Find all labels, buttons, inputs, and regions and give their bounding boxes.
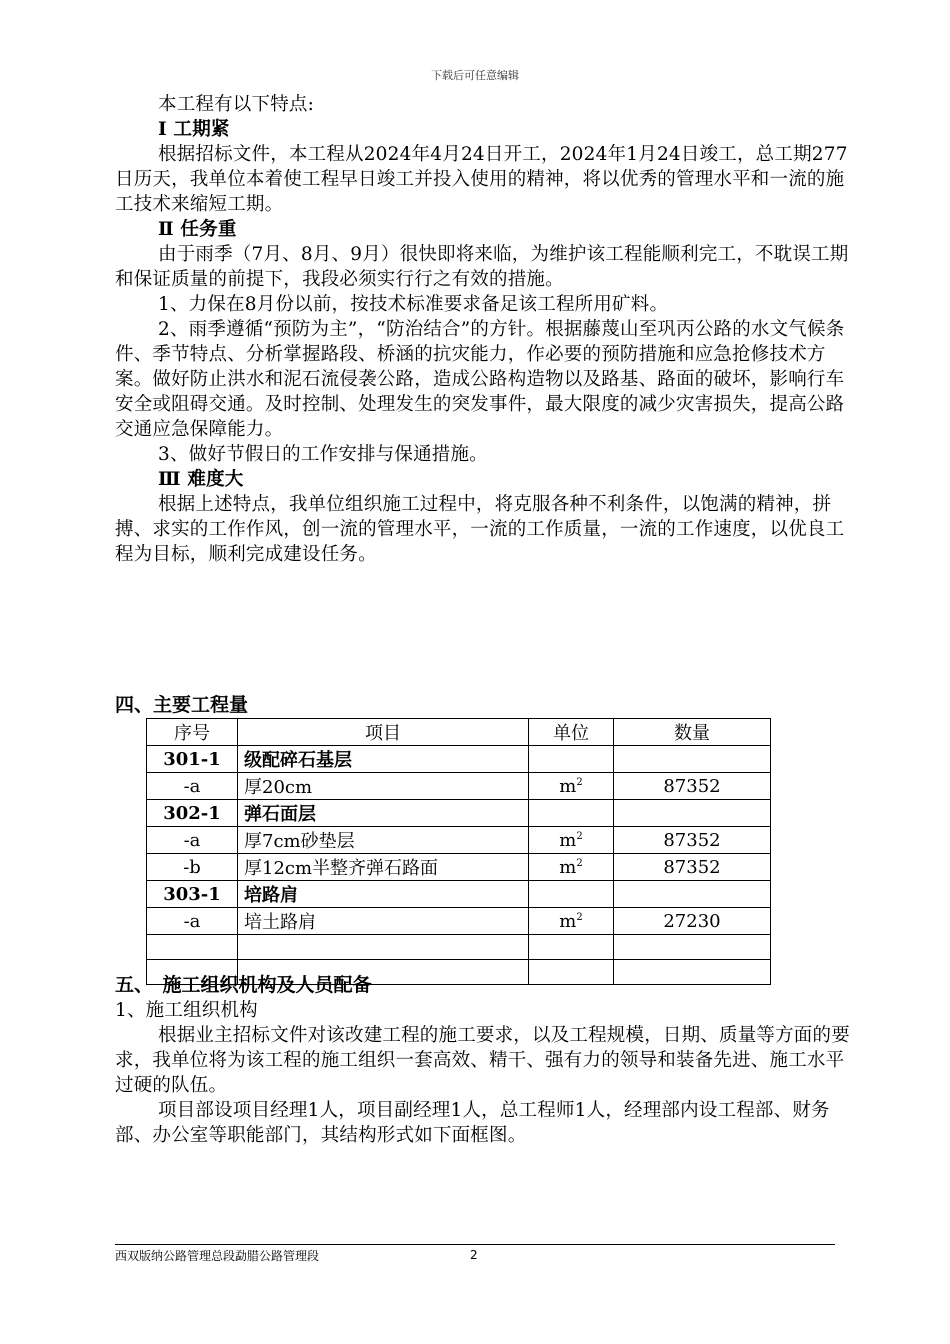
cell-qty: 27230 xyxy=(614,908,771,935)
cell-unit xyxy=(529,746,614,773)
cell-item: 厚20cm xyxy=(238,773,529,800)
cell-no: 301-1 xyxy=(147,746,238,773)
intro-text: 本工程有以下特点: xyxy=(158,94,315,115)
unit-superscript: 2 xyxy=(576,857,583,869)
unit-text: m xyxy=(559,910,577,932)
section4-title: 四、主要工程量 xyxy=(115,694,249,716)
paragraph-task: 由于雨季（7月、8月、9月）很快即将来临，为维护该工程能顺利完工，不耽误工期和保证质量的前提下，我段必须实行行之有效的措施。 xyxy=(115,244,849,290)
header-unit: 单位 xyxy=(529,719,614,746)
paragraph-org-1: 根据业主招标文件对该改建工程的施工要求，以及工程规模，日期、质量等方面的要求，我单位将为该工程的施工组织一套高效、精干、强有力的领导和装备先进、施工水平过硬的队伍。 xyxy=(115,1025,850,1096)
table-row xyxy=(147,800,771,827)
list-item-2: 2、雨季遵循“预防为主”，“防治结合”的方针。根据藤蔑山至巩丙公路的水文气候条件、季节特点、分析掌握路段、桥涵的抗灾能力，作必要的预防措施和应急抢修技术方案。做好防止洪水和泥石流侵袭公路，造成公路构造物以及路基、路面的破坏，影响行车安全或阻碍交通。及时控制、处理发生的突发事件，最大限度的减少灾害损失，提高公路交通应急保障能力。 xyxy=(115,319,845,440)
header-item: 项目 xyxy=(238,719,529,746)
table-body xyxy=(147,746,771,985)
cell-item: 级配碎石基层 xyxy=(238,746,529,773)
table-row xyxy=(147,827,771,854)
cell-qty xyxy=(614,800,771,827)
section5-title: 五、 施工组织机构及人员配备 xyxy=(115,974,372,996)
cell-item: 培土路肩 xyxy=(238,908,529,935)
cell-qty: 87352 xyxy=(614,773,771,800)
table-row xyxy=(147,908,771,935)
footer-divider xyxy=(115,1244,835,1245)
cell-no: 303-1 xyxy=(147,881,238,908)
cell-no: -a xyxy=(147,827,238,854)
section-features xyxy=(115,92,855,567)
list-item-1: 1、力保在8月份以前，按技术标准要求备足该工程所用矿料。 xyxy=(158,294,669,315)
unit-superscript: 2 xyxy=(576,911,583,923)
list-item-3: 3、做好节假日的工作安排与保通措施。 xyxy=(158,444,488,465)
cell-no xyxy=(147,935,238,960)
cell-unit xyxy=(529,854,614,881)
cell-qty xyxy=(614,935,771,960)
table-header-row xyxy=(147,719,771,746)
unit-text: m xyxy=(559,829,577,851)
cell-item: 厚7cm砂垫层 xyxy=(238,827,529,854)
cell-item: 弹石面层 xyxy=(238,800,529,827)
unit-text: m xyxy=(559,856,577,878)
cell-qty: 87352 xyxy=(614,827,771,854)
header-no: 序号 xyxy=(147,719,238,746)
quantity-table xyxy=(146,718,771,985)
cell-unit xyxy=(529,827,614,854)
heading-schedule: Ⅰ 工期紧 xyxy=(158,119,230,140)
cell-qty xyxy=(614,746,771,773)
cell-unit xyxy=(529,881,614,908)
heading-difficulty: Ⅲ 难度大 xyxy=(158,469,244,490)
paragraph-difficulty: 根据上述特点，我单位组织施工过程中，将克服各种不利条件，以饱满的精神，拼搏、求实的工作作风，创一流的管理水平，一流的工作质量，一流的工作速度，以优良工程为目标，顺利完成建设任务。 xyxy=(115,494,845,565)
cell-unit xyxy=(529,773,614,800)
cell-qty xyxy=(614,881,771,908)
header-note: 下载后可任意编辑 xyxy=(431,69,519,82)
page-number: 2 xyxy=(470,1248,478,1262)
section4-title-wrap xyxy=(115,692,248,718)
table-row xyxy=(147,854,771,881)
section-organization xyxy=(115,972,855,1148)
cell-item: 厚12cm半整齐弹石路面 xyxy=(238,854,529,881)
cell-no: -a xyxy=(147,908,238,935)
unit-text: m xyxy=(559,775,577,797)
table-row xyxy=(147,881,771,908)
footer-org: 西双版纳公路管理总段勐腊公路管理段 xyxy=(115,1249,320,1263)
cell-no: 302-1 xyxy=(147,800,238,827)
cell-qty: 87352 xyxy=(614,854,771,881)
table-row xyxy=(147,773,771,800)
unit-superscript: 2 xyxy=(576,776,583,788)
paragraph-org-2: 项目部设项目经理1人，项目副经理1人，总工程师1人，经理部内设工程部、财务部、办公室等职能部门，其结构形式如下面框图。 xyxy=(115,1100,830,1146)
header-qty: 数量 xyxy=(614,719,771,746)
cell-unit xyxy=(529,800,614,827)
paragraph-schedule: 根据招标文件，本工程从2024年4月24日开工，2024年1月24日竣工，总工期277日历天，我单位本着使工程早日竣工并投入使用的精神，将以优秀的管理水平和一流的施工技术来缩短工期。 xyxy=(115,144,848,215)
cell-no: -b xyxy=(147,854,238,881)
table-row xyxy=(147,746,771,773)
cell-no: -a xyxy=(147,773,238,800)
cell-item: 培路肩 xyxy=(238,881,529,908)
table-row xyxy=(147,935,771,960)
cell-unit xyxy=(529,935,614,960)
section5-subtitle: 1、施工组织机构 xyxy=(115,1000,258,1021)
cell-unit xyxy=(529,908,614,935)
unit-superscript: 2 xyxy=(576,830,583,842)
cell-item xyxy=(238,935,529,960)
heading-task: Ⅱ 任务重 xyxy=(158,219,237,240)
